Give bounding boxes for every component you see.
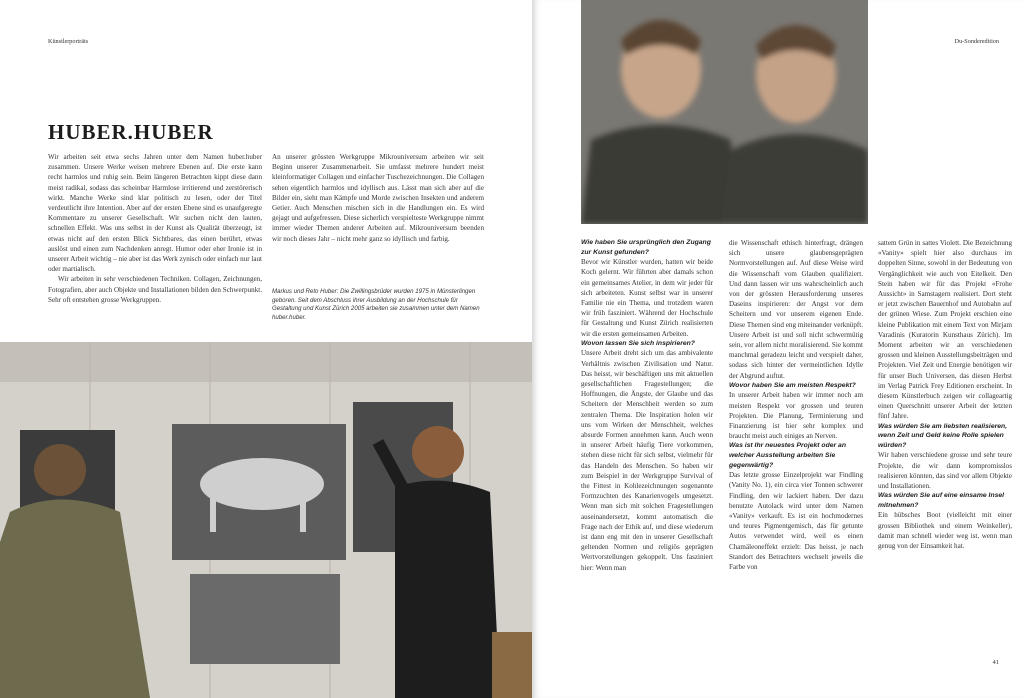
question: Was ist Ihr neuestes Projekt oder an welcher Ausstellung arbeiten Sie gegenwärtig?	[729, 442, 846, 469]
artist-caption: Markus und Reto Huber: Die Zwillingsbrüder wurden 1975 in Münsterlingen geboren. Seit dem Abschluss ihrer Ausbildung an der Hochschule für Gestaltung und Kunst Zürich 2005 arbeiten sie zusammen unter dem Namen huber.huber.	[272, 288, 480, 322]
question: Was würden Sie auf eine einsame Insel mitnehmen?	[878, 492, 1005, 509]
question: Wovor haben Sie am meisten Respekt?	[729, 381, 856, 389]
running-head-left: Künstlerporträts	[48, 38, 89, 45]
answer: Unsere Arbeit dreht sich um das ambivalente Verhältnis zwischen Zivilisation und Natur. Das heisst, wir beschäftigen uns mit aktuellen gesellschaftlichen Fragestellungen; die Hoffnungen, die Ängste, der Glaube und das Scheitern der Menschheit werden so zum zentralen Thema. Die Inspiration holen wir uns vom Wirken der Menschheit, welches absurde Formen annehmen kann. Auch wenn in unserer Arbeit häufig Tiere vorkommen, stehen diese nicht für sich selbst, vielmehr für das Handeln des Menschen. So haben wir zum Beispiel in der Werkgruppe Survival of the Fittest in Kohlezeichnungen sogenannte Formzuchten des Kanarienvogels umgesetzt. Wenn man sich mit solchen Fragestellungen auseinandersetzt, kommt automatisch die Frage nach der Ethik auf, und diese wiederum ist dann eng mit den in unserer Gesellschaft geltenden Normen und religiös geprägten Wertvorstellungen gekoppelt. Uns fasziniert hier: Wenn man	[581, 349, 713, 572]
portrait-photo	[581, 0, 868, 224]
page-number: 41	[992, 659, 999, 666]
answer: Bevor wir Künstler wurden, hatten wir beide Koch gelernt. Wir führten aber damals schon ein gemeinsames Atelier, in dem wir jeder für sich arbeiteten. Kunst selbst war in unserer Familie nie ein Thema, und trotzdem waren wir früh fasziniert. Während der Hochschule für Gestaltung und Kunst Zürich realisierten wir die ersten gemeinsamen Arbeiten.	[581, 258, 713, 338]
right-page	[532, 0, 1024, 698]
paragraph: Wir arbeiten seit etwa sechs Jahren unter dem Namen huber.huber zusammen. Unsere Werke weisen mehrere Ebenen auf. Die erste kann recht harmlos und ruhig sein. Beim längeren Betrachten kippt diese dann meist radikal, sodass das scheinbar Harmlose irritierend und zerstörerisch wirkt. Manche Werke sind klar politisch zu lesen, oder der Titel verdeutlicht ihre Intention. Aber auf der ersten Ebene sind es unaufgeregte Kommentare zu unserer Gesellschaft. Wir suchen nicht den lauten, schnellen Effekt. Was uns selbst in der Kunst als Qualität überzeugt, ist etwas nicht auf den ersten Blick Sichtbares, das einen berührt, etwas auslöst und einen zum Nachdenken anregt. Humor oder eher Ironie ist in unserer Arbeit wichtig – nie aber ist das Werk zynisch oder einfach nur laut oder martialisch.	[48, 153, 262, 274]
answer: In unserer Arbeit haben wir immer noch am meisten Respekt vor grossen und teuren Projekten. Die Planung, Terminierung und Finanzierung ist hier sehr komplex und braucht meist auch einiges an Nerven.	[729, 391, 863, 441]
question: Wie haben Sie ursprünglich den Zugang zur Kunst gefunden?	[581, 239, 711, 256]
portrait-photo-drawing	[581, 0, 868, 224]
paragraph: An unserer grössten Werkgruppe Mikrouniversum arbeiten wir seit Beginn unserer Zusammenarbeit. Sie umfasst mehrere hundert meist kleinformatiger Collagen und einfacher Tuschezeichnungen. Die Collagen sehen eigentlich harmlos und idyllisch aus. Lässt man sich aber auf die Bilder ein, sieht man Kämpfe und Morde zwischen Insekten und anderem Getier. Auch Menschen mischen sich in die Handlungen ein. Es wird gejagt und aufgefressen. Diese sicherlich verspielteste Werkgruppe nimmt immer wieder Themen anderer Arbeiten auf. Mikrouniversum beenden wir noch dieses Jahr – nicht mehr ganz so idyllisch und farbig.	[272, 153, 484, 243]
interview-column-1	[581, 238, 713, 573]
left-column-1	[48, 152, 262, 305]
running-head-right: Du-Sonderedition	[954, 38, 999, 45]
left-column-2	[272, 152, 484, 244]
studio-photo-drawing	[0, 342, 532, 698]
interview-column-2	[729, 238, 863, 572]
interview-column-3	[878, 238, 1012, 551]
article-title: HUBER.HUBER	[48, 120, 214, 144]
question: Was würden Sie am liebsten realisieren, wenn Zeit und Geld keine Rolle spielen würden?	[878, 422, 1008, 449]
answer: sattem Grün in sattes Violett. Die Bezeichnung «Vanity» spielt hier also durchaus im doppelten Sinne, sowohl in der Bedeutung von Vergänglichkeit wie auch von Eitelkeit. Den Stein haben wir für das Projekt «Frohe Aussicht» in Samstagern realisiert. Dort steht er jetzt zwischen Bauernhof und Autobahn auf der grünen Wiese. Zum Projekt erschien eine kleine Publikation mit einem Text von Mirjam Varadinis (Kuratorin Kunsthaus Zürich). Im Moment arbeiten wir an verschiedenen grossen und kleinen Ausstellungsbeiträgen und Projekten. Viel Zeit und Energie benötigen wir für unser Buch Universen, das diesen Herbst im Verlag Patrick Frey Editionen erscheint. In diesem Künstlerbuch zeigen wir collageartig einen Querschnitt unserer Arbeit der letzten fünf Jahre.	[878, 239, 1012, 421]
answer: Ein hübsches Boot (vielleicht mit einer grossen Bibliothek und einem Weinkeller), damit man schnell wieder weg ist, wenn man genug von der Einsamkeit hat.	[878, 511, 1012, 551]
answer: die Wissenschaft ethisch hinterfragt, drängen sich unsere glaubensgeprägten Normvorstellungen auf. Auf diese Weise wird die Wissenschaft vom Glauben qualifiziert. Und dann lassen wir uns wahrscheinlich auch von der grössten Herausforderung unseres Daseins inspirieren: der Angst vor dem Scheitern und vor unserem eigenen Ende. Diese Themen sind eng miteinander verknüpft. Unsere Arbeit ist und soll nicht schwermütig sein, vor allem nicht moralisierend. Sie kommt manchmal geradezu leicht und verspielt daher, sodass sich hinter der vermeintlichen Idylle der Abgrund auftut.	[729, 239, 863, 380]
paragraph: Wir arbeiten in sehr verschiedenen Techniken. Collagen, Zeichnungen, Fotografien, aber auch Objekte und Installationen bilden den Schwerpunkt. Sehr oft entstehen grosse Werkgruppen.	[48, 275, 262, 304]
question: Wovon lassen Sie sich inspirieren?	[581, 339, 695, 347]
answer: Das letzte grosse Einzelprojekt war Findling (Vanity No. 1), ein circa vier Tonnen schwerer Findling, den wir lackiert haben. Der dazu benutzte Autolack wird unter dem Namen «Vanity» verkauft. Es ist ein hochmodernes und teures Pigmentgemisch, das für getunte Autos verwendet wird, weil es einen Chamäleoneffekt erzielt: Das heisst, je nach Standort des Betrachters wechselt jeweils die Farbe von	[729, 471, 863, 572]
studio-photo	[0, 342, 532, 698]
answer: Wir haben verschiedene grosse und sehr teure Projekte, die wir dann kompromisslos realisieren könnten, das sind vor allem Objekte und Installationen.	[878, 451, 1012, 491]
